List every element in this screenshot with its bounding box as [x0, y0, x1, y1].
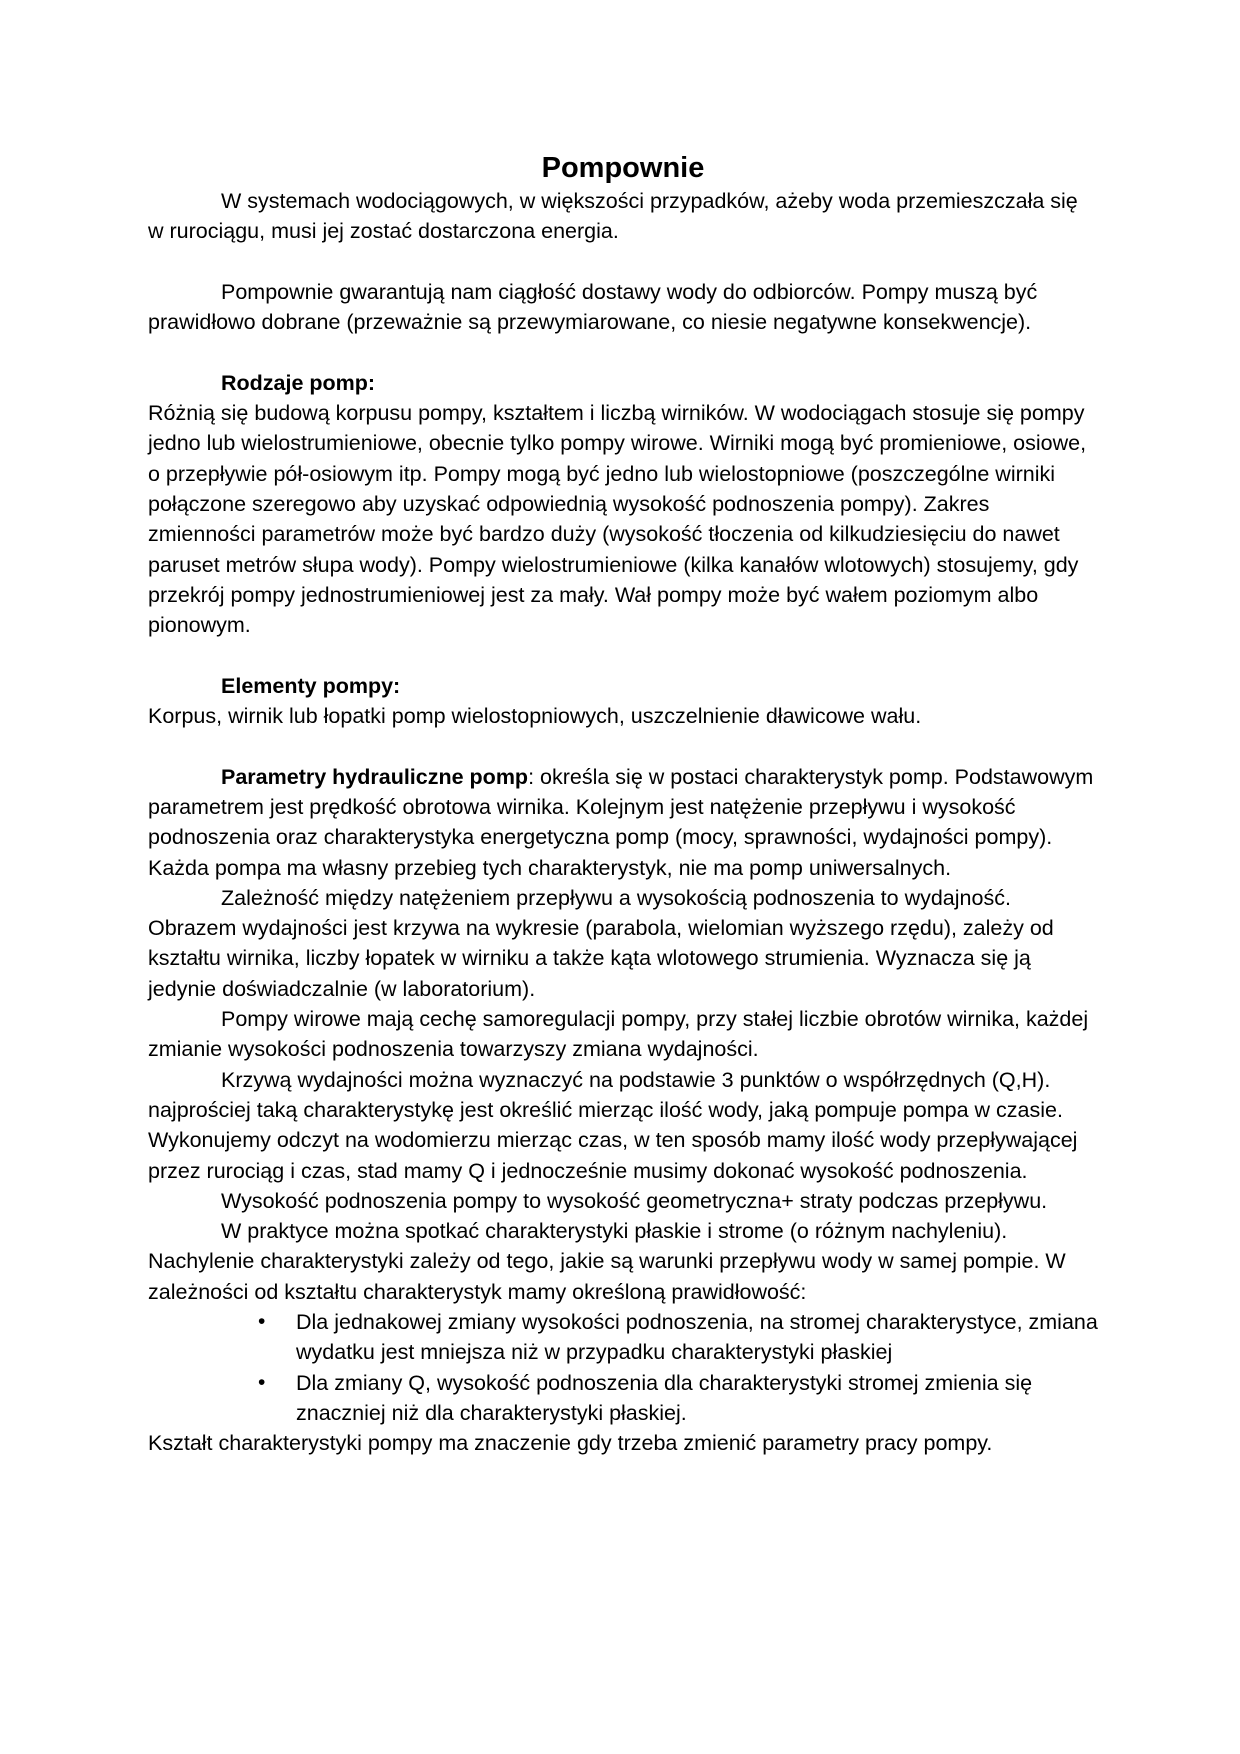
params-paragraph-self-regulation: Pompy wirowe mają cechę samoregulacji pompy, przy stałej liczbie obrotów wirnika, każdej zmianie wysokości podnoszenia towarzyszy zmiana wydajności.	[148, 1007, 1089, 1062]
section-params-intro-text: : określa się w postaci charakterystyk pomp. Podstawowym parametrem jest prędkość obrotowa wirnika. Kolejnym jest natężenie przepływu i wysokość podnoszenia oraz charakterystyka energetyczna pomp (mocy, sprawności, wydajności pompy). Każda pompa ma własny przebieg tych charakterystyk, nie ma pomp uniwersalnych.	[148, 764, 1094, 880]
list-item-text: Dla zmiany Q, wysokość podnoszenia dla charakterystyki stromej zmienia się znaczniej niż dla charakterystyki płaskiej.	[296, 1370, 1033, 1425]
section-heading-pump-types: Rodzaje pomp:	[221, 370, 376, 395]
list-item	[258, 1368, 1098, 1429]
closing-paragraph: Kształt charakterystyki pompy ma znaczenie gdy trzeba zmienić parametry pracy pompy.	[148, 1431, 993, 1456]
bullet-icon: •	[258, 1370, 266, 1394]
section-body-pump-types: Różnią się budową korpusu pompy, kształtem i liczbą wirników. W wodociągach stosuje się pompy jedno lub wielostrumieniowe, obecnie tylko pompy wirowe. Wirniki mogą być promieniowe, osiowe, o przepływie pół-osiowym itp. Pompy mogą być jedno lub wielostopniowe (poszczególne wirniki połączone szeregowo aby uzyskać odpowiednią wysokość podnoszenia pompy). Zakres zmienności parametrów może być bardzo duży (wysokość tłoczenia od kilkudziesięciu do nawet paruset metrów słupa wody). Pompy wielostrumieniowe (kilka kanałów wlotowych) stosujemy, gdy przekrój pompy jednostrumieniowej jest za mały. Wał pompy może być wałem poziomym albo pionowym.	[148, 401, 1087, 638]
characteristics-bullet-list	[148, 1307, 1098, 1428]
bullet-icon: •	[258, 1309, 266, 1333]
document-title: Pompownie	[541, 152, 705, 184]
list-item	[258, 1307, 1098, 1368]
params-paragraph-curve-points: Krzywą wydajności można wyznaczyć na podstawie 3 punktów o współrzędnych (Q,H). najprościej taką charakterystykę jest określić mierząc ilość wody, jaką pompuje pompa w czasie. Wykonujemy odczyt na wodomierzu mierząc czas, w ten sposób mamy ilość wody przepływającej przez rurociąg i czas, stad mamy Q i jednocześnie musimy dokonać wysokość podnoszenia.	[148, 1067, 1078, 1183]
section-body-pump-elements: Korpus, wirnik lub łopatki pomp wielostopniowych, uszczelnienie dławicowe wału.	[148, 704, 922, 729]
section-params-intro	[148, 762, 1098, 883]
params-paragraph-curve-shapes: W praktyce można spotkać charakterystyki płaskie i strome (o różnym nachyleniu). Nachylenie charakterystyki zależy od tego, jakie są warunki przepływu wody w samej pompie. W zależności od kształtu charakterystyk mamy określoną prawidłowość:	[148, 1219, 1066, 1304]
intro-paragraph-1: W systemach wodociągowych, w większości przypadków, ażeby woda przemieszczała się w rurociągu, musi jej zostać dostarczona energia.	[148, 189, 1078, 244]
section-heading-pump-elements: Elementy pompy:	[221, 673, 401, 698]
document-page	[148, 150, 1098, 1458]
list-item-text: Dla jednakowej zmiany wysokości podnoszenia, na stromej charakterystyce, zmiana wydatku jest mniejsza niż w przypadku charakterystyki płaskiej	[296, 1309, 1098, 1365]
intro-paragraph-2: Pompownie gwarantują nam ciągłość dostawy wody do odbiorców. Pompy muszą być prawidłowo dobrane (przeważnie są przewymiarowane, co niesie negatywne konsekwencje).	[148, 279, 1038, 335]
params-paragraph-efficiency: Zależność między natężeniem przepływu a wysokością podnoszenia to wydajność. Obrazem wydajności jest krzywa na wykresie (parabola, wielomian wyższego rzędu), zależy od kształtu wirnika, liczby łopatek w wirniku a także kąta wlotowego strumienia. Wyznacza się ją jedynie doświadczalnie (w laboratorium).	[148, 885, 1054, 1001]
section-heading-hydraulic-params: Parametry hydrauliczne pomp	[221, 764, 529, 789]
params-paragraph-lift-height: Wysokość podnoszenia pompy to wysokość geometryczna+ straty podczas przepływu.	[221, 1188, 1048, 1213]
